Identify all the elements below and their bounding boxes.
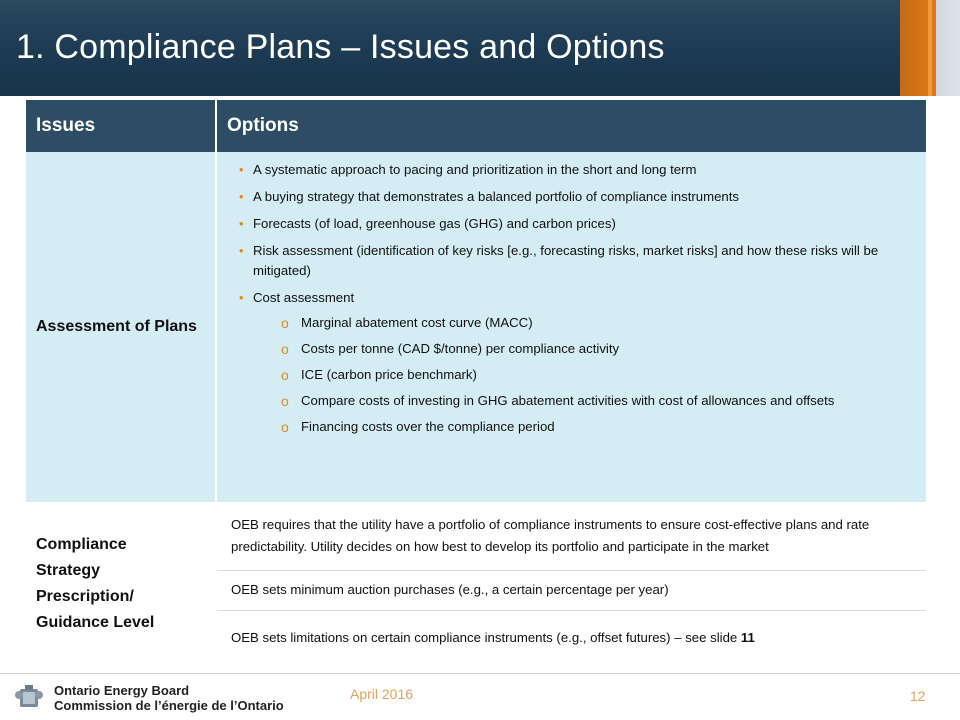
sub-bullet-list: [253, 314, 912, 436]
ontario-crest-icon: [14, 683, 44, 711]
table-header-row: [26, 100, 926, 152]
organization-name-fr: Commission de l’énergie de l’Ontario: [54, 698, 284, 713]
page-title: 1. Compliance Plans – Issues and Options: [16, 28, 665, 66]
list-item: • Forecasts (of load, greenhouse gas (GHG) and carbon prices): [239, 214, 912, 234]
sub-list-item: o Costs per tonne (CAD $/tonne) per compliance activity: [253, 340, 912, 358]
footer-date: April 2016: [350, 686, 414, 702]
column-header-issues: Issues: [26, 100, 216, 152]
table-row-assessment: [26, 152, 926, 502]
sub-list-item: o Financing costs over the compliance period: [253, 418, 912, 436]
option-instrument-limits: [216, 610, 926, 666]
option-instrument-limits-text: OEB sets limitations on certain compliance instruments (e.g., offset futures) – see slide: [231, 630, 741, 646]
list-item: • A buying strategy that demonstrates a balanced portfolio of compliance instruments: [239, 187, 912, 207]
title-bar: [0, 0, 960, 96]
slide-reference: 11: [740, 630, 755, 646]
column-header-options: Options: [216, 100, 926, 152]
organization-name-en: Ontario Energy Board: [54, 683, 190, 698]
table-row-strategy-1: [26, 502, 926, 570]
sub-list-item: o Marginal abatement cost curve (MACC): [253, 314, 912, 332]
option-portfolio-requirement: OEB requires that the utility have a portfolio of compliance instruments to ensure cost-effective plans and rate predictability. Utility decides on how best to develop its portfolio and participate in the market: [216, 502, 926, 570]
footer-divider: [0, 673, 960, 674]
organization-name: [54, 683, 284, 713]
issues-options-table: [26, 100, 926, 666]
options-bullet-list: [239, 160, 912, 436]
options-assessment: [216, 152, 926, 502]
list-item: [239, 288, 912, 436]
option-minimum-auction: OEB sets minimum auction purchases (e.g., a certain percentage per year): [216, 570, 926, 610]
header-accent-stripe: [928, 0, 932, 96]
issue-strategy: Compliance Strategy Prescription/ Guidance Level: [26, 502, 216, 666]
list-item: • Risk assessment (identification of key risks [e.g., forecasting risks, market risks] and how these risks will be mitigated): [239, 241, 912, 281]
page-number: 12: [910, 688, 926, 704]
sub-list-item: o Compare costs of investing in GHG abatement activities with cost of allowances and offsets: [253, 392, 912, 410]
issue-assessment: Assessment of Plans: [26, 152, 216, 502]
list-item-label: Cost assessment: [253, 290, 355, 305]
list-item: • A systematic approach to pacing and prioritization in the short and long term: [239, 160, 912, 180]
sub-list-item: o ICE (carbon price benchmark): [253, 366, 912, 384]
